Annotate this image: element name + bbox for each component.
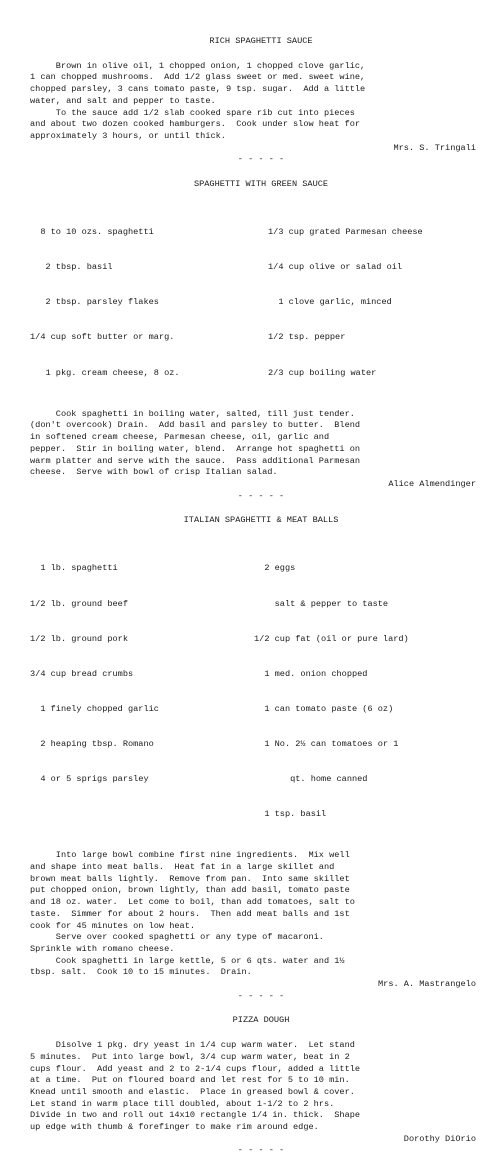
ingredient: 1/2 lb. ground beef (30, 598, 128, 609)
recipe-title: SPAGHETTI WITH GREEN SAUCE (193, 179, 329, 190)
recipe-line: water, and salt and pepper to taste. (30, 95, 216, 106)
recipe-line: and shape into meat balls. Heat fat in a large skillet and (30, 862, 335, 872)
recipe-line: and about two dozen cooked hamburgers. Cook under slow heat for (30, 119, 361, 130)
ingredient-column-right (268, 204, 423, 403)
ingredient: 2 tbsp. basil (30, 262, 113, 273)
ingredient: 1/4 cup soft butter or marg. (30, 332, 175, 343)
recipe-title: RICH SPAGHETTI SAUCE (209, 36, 313, 46)
ingredient: 2 heaping tbsp. Romano (30, 738, 154, 749)
recipe-rich-spaghetti-sauce (30, 36, 492, 166)
recipe-line: Knead until smooth and elastic. Place in greased bowl & cover. (30, 1086, 355, 1097)
recipe-line: cook for 45 minutes on low heat. (30, 920, 196, 931)
recipe-line: Let stand in warm place till doubled, about 1-1/2 to 2 hrs. (30, 1098, 335, 1109)
recipe-line: 5 minutes. Put into large bowl, 3/4 cup warm water, beat in 2 (30, 1051, 350, 1062)
ingredient: 1 tsp. basil (254, 809, 327, 820)
ingredient: 4 or 5 sprigs parsley (30, 774, 149, 785)
recipe-line: put chopped onion, brown lightly, than add basil, tomato paste (30, 885, 350, 896)
recipe-line: pepper. Stir in boiling water, blend. Arrange hot spaghetti on (30, 443, 361, 454)
recipe-line: To the sauce add 1/2 slab cooked spare rib cut into pieces (30, 107, 355, 118)
ingredient: 1/2 cup fat (oil or pure lard) (254, 633, 409, 644)
ingredient: 2/3 cup boiling water (268, 367, 377, 378)
recipe-title: PIZZA DOUGH (232, 1015, 290, 1026)
ingredient: qt. home canned (254, 774, 368, 785)
ingredient-column-right (254, 540, 409, 844)
section-divider: - - - - - (237, 490, 285, 501)
recipe-italian-spaghetti-meat-balls (30, 515, 492, 1002)
ingredient-list (30, 540, 492, 844)
recipe-line: Brown in olive oil, 1 chopped onion, 1 chopped clove garlic, (30, 60, 366, 71)
recipe-line: in softened cream cheese, Parmesan cheese, oil, garlic and (30, 432, 330, 443)
recipe-author: Mrs. A. Mastrangelo (378, 979, 476, 990)
recipe-line: Cook spaghetti in boiling water, salted, till just tender. (30, 408, 355, 419)
ingredient-column-left (30, 540, 254, 844)
recipe-line: (don't overcook) Drain. Add basil and parsley to butter. Blend (30, 420, 361, 431)
recipe-line: Into large bowl combine first nine ingredients. Mix well (30, 850, 350, 861)
recipe-author: Mrs. S. Tringali (393, 142, 476, 153)
ingredient: 3/4 cup bread crumbs (30, 668, 134, 679)
section-divider: - - - - - (237, 1145, 285, 1156)
recipe-title: ITALIAN SPAGHETTI & MEAT BALLS (183, 515, 339, 526)
ingredient: 1/2 tsp. pepper (268, 332, 346, 343)
section-divider: - - - - - (237, 990, 285, 1001)
recipe-line: tbsp. salt. Cook 10 to 15 minutes. Drain. (30, 967, 252, 978)
ingredient: 1 No. 2½ can tomatoes or 1 (254, 738, 399, 749)
ingredient-list (30, 204, 492, 403)
ingredient: 1 med. onion chopped (254, 668, 368, 679)
recipe-line: cheese. Serve with bowl of crisp Italian salad. (30, 467, 278, 478)
recipe-author: Dorothy DiOrio (403, 1133, 476, 1144)
ingredient: 1/2 lb. ground pork (30, 633, 128, 644)
recipe-line: Cook spaghetti in large kettle, 5 or 6 qts. water and 1½ (30, 955, 345, 966)
recipe-line: Disolve 1 pkg. dry yeast in 1/4 cup warm water. Let stand (30, 1040, 355, 1051)
ingredient: 2 eggs (254, 563, 296, 574)
ingredient: 1 lb. spaghetti (30, 563, 118, 574)
recipe-line: cups flour. Add yeast and 2 to 2-1/4 cups flour, added a little (30, 1063, 361, 1074)
recipe-line: Divide in two and roll out 14x10 rectangle 1/4 in. thick. Shape (30, 1110, 361, 1121)
recipe-line: at a time. Put on floured board and let rest for 5 to 10 min. (30, 1075, 350, 1086)
ingredient: 1 clove garlic, minced (268, 297, 392, 308)
recipe-line: Sprinkle with romano cheese. (30, 943, 175, 954)
recipe-line: warm platter and serve with the sauce. Pass additional Parmesan (30, 455, 361, 466)
recipe-line: taste. Simmer for about 2 hours. Then add meat balls and 1st (30, 908, 350, 919)
recipe-pizza-dough (30, 1015, 492, 1157)
ingredient-column-left (30, 204, 268, 403)
recipe-line: 1 can chopped mushrooms. Add 1/2 glass sweet or med. sweet wine, (30, 72, 366, 83)
recipe-line: approximately 3 hours, or until thick. (30, 130, 226, 141)
ingredient: 1 finely chopped garlic (30, 703, 159, 714)
ingredient: 1 can tomato paste (6 oz) (254, 703, 394, 714)
recipe-line: up edge with thumb & forefinger to make rim around edge. (30, 1122, 319, 1133)
recipe-line: brown meat balls lightly. Remove from pan. Into same skillet (30, 873, 350, 884)
ingredient: 1 pkg. cream cheese, 8 oz. (30, 367, 180, 378)
recipe-line: Serve over cooked spaghetti or any type of macaroni. (30, 932, 324, 943)
ingredient: 1/4 cup olive or salad oil (268, 262, 403, 273)
section-divider: - - - - - (237, 154, 285, 165)
ingredient: 2 tbsp. parsley flakes (30, 297, 159, 308)
ingredient: salt & pepper to taste (254, 598, 389, 609)
recipe-line: chopped parsley, 3 cans tomato paste, 9 tsp. sugar. Add a little (30, 84, 366, 95)
recipe-spaghetti-green-sauce (30, 179, 492, 502)
ingredient: 1/3 cup grated Parmesan cheese (268, 227, 423, 238)
recipe-author: Alice Almendinger (388, 478, 476, 489)
ingredient: 8 to 10 ozs. spaghetti (30, 227, 154, 238)
recipe-line: and 18 oz. water. Let come to boil, than add tomatoes, salt to (30, 897, 355, 908)
